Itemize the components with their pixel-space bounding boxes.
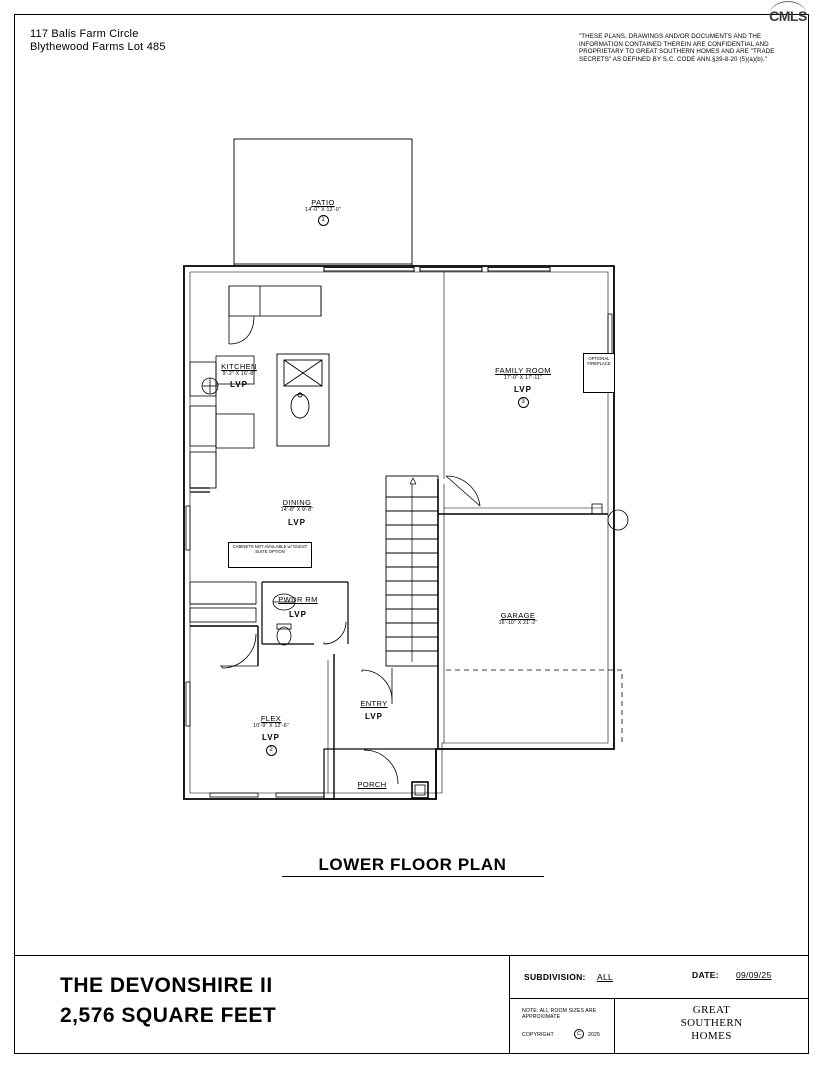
address-line-2: Blythewood Farms Lot 485: [30, 41, 166, 53]
plan-name: THE DEVONSHIRE II: [60, 974, 273, 997]
lower-floor-plan-drawing: [14, 14, 809, 944]
copyright-label: COPYRIGHT: [522, 1032, 554, 1038]
plan-title: LOWER FLOOR PLAN: [318, 855, 507, 874]
copyright-year: 2025: [588, 1032, 600, 1038]
room-label-porch: PORCH: [357, 780, 387, 789]
room-marker-flex: 2: [266, 745, 277, 756]
room-label-garage: GARAGE 16'-10" X 21'-2": [498, 611, 538, 626]
builder-line-3: HOMES: [691, 1030, 732, 1042]
subdivision-value: ALL: [597, 972, 614, 982]
plan-square-feet: 2,576 SQUARE FEET: [60, 1004, 277, 1027]
date-label: DATE:: [692, 970, 719, 980]
room-marker-family-room: 3: [518, 397, 529, 408]
room-label-patio: PATIO 14'-0" X 12'-0" 1: [268, 198, 378, 226]
title-block-divider-3: [509, 998, 809, 999]
legal-notice: "THESE PLANS, DRAWINGS AND/OR DOCUMENTS AND THE INFORMATION CONTAINED THEREIN ARE CONFIDENTIAL AND PROPRIETARY TO GREAT SOUTHERN HOMES AND ARE "TRADE SECRETS" AS DEFINED BY S.C. CODE ANN.§39-8-20 (5)(a)(b).": [579, 33, 775, 63]
room-label-flex: FLEX 10'-9" X 12'-6" LVP 2: [216, 714, 326, 756]
subdivision-label: SUBDIVISION:: [524, 972, 586, 982]
cmls-logo-text: CMLS: [769, 8, 807, 24]
address-line-1: 117 Balis Farm Circle: [30, 28, 139, 40]
cabinets-note: CABINETS NOT AVAILABLE w/ GUEST SUITE OPTION: [228, 542, 312, 568]
title-block: [14, 955, 809, 1054]
room-label-dining: DINING 14'-8" X 9'-8" LVP: [280, 498, 314, 527]
date-value: 09/09/25: [736, 970, 772, 980]
builder-line-2: SOUTHERN: [680, 1017, 743, 1029]
plan-title-underline: [282, 876, 544, 877]
optional-fireplace-note: OPTIONAL FIREPLACE: [583, 353, 615, 393]
room-marker-patio: 1: [318, 215, 329, 226]
room-label-entry: ENTRY LVP: [360, 699, 388, 721]
builder-line-1: GREAT: [692, 1004, 731, 1016]
room-label-family-room: FAMILY ROOM 17'-0" X 17'-11" LVP 3: [458, 366, 588, 408]
room-label-kitchen: KITCHEN 9'-2" X 16'-8" LVP: [221, 362, 257, 389]
room-label-powder-room: PWDR RM LVP: [278, 595, 318, 619]
room-size-note: NOTE: ALL ROOM SIZES ARE APPROXIMATE: [522, 1008, 597, 1021]
title-block-divider-1: [509, 956, 510, 1054]
builder-logo: [614, 1004, 809, 1043]
copyright-symbol: C: [574, 1029, 584, 1039]
